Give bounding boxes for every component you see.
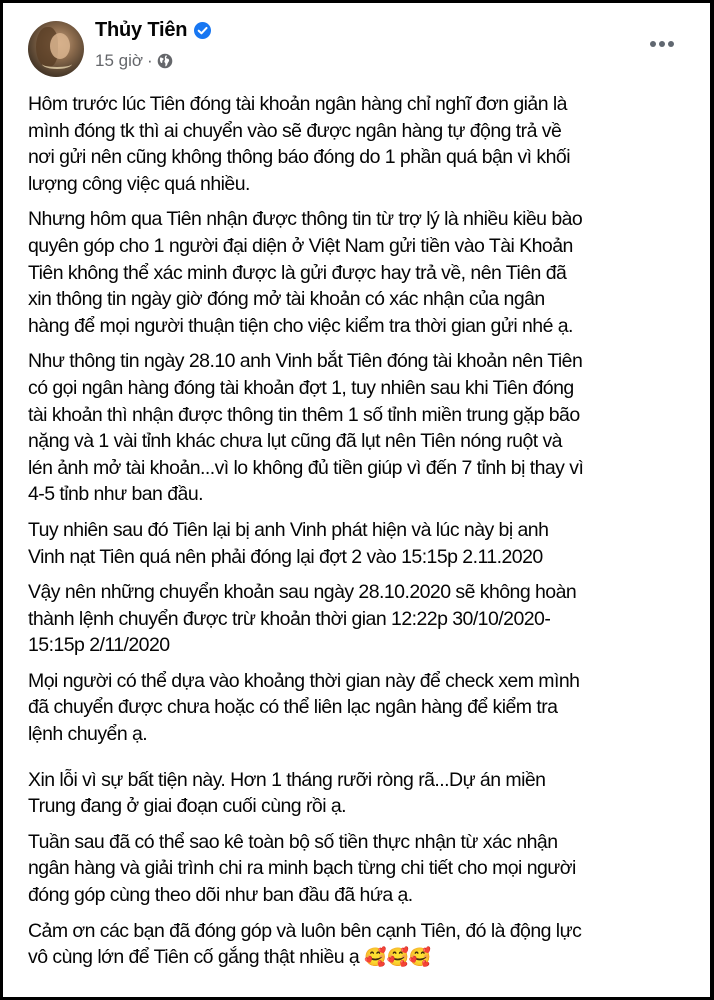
more-options-button[interactable] [650,41,674,47]
avatar-signature [42,59,72,69]
text-line-with-emoji [28,944,688,971]
post-header [3,3,710,88]
post-paragraph-4 [28,517,688,570]
post-body [28,91,688,980]
text-line: có gọi ngân hàng đóng tài khoản đợt 1, tuy nhiên sau khi Tiên đóng [28,376,574,399]
post-paragraph-1 [28,91,688,197]
text-line: Cảm ơn các bạn đã đóng góp và luôn bên cạnh Tiên, đó là động lực [28,919,582,942]
text-line: nặng và 1 vài tỉnh khác chưa lụt cũng đã lụt nên Tiên nóng ruột và [28,430,562,453]
text-line: quyên góp cho 1 người đại diện ở Việt Nam gửi tiền vào Tài Khoản [28,234,573,257]
post-paragraph-5 [28,579,688,659]
avatar-face-shape [50,33,70,59]
text-line: đã chuyển được chưa hoặc có thể liên lạc ngân hàng để kiểm tra [28,696,558,719]
text-line: Hôm trước lúc Tiên đóng tài khoản ngân hàng chỉ nghĩ đơn giản là [28,93,567,115]
post-paragraph-2 [28,206,688,339]
post-paragraph-8 [28,829,688,909]
text-line: hàng để mọi người thuận tiện cho việc kiểm tra thời gian gửi nhé ạ. [28,314,573,337]
text-line: Xin lỗi vì sự bất tiện này. Hơn 1 tháng rưỡi ròng rã...Dự án miền [28,768,546,791]
text-line: tài khoản thì nhận được thông tin thêm 1 số tỉnh miền trung gặp bão [28,403,580,426]
text-line: Như thông tin ngày 28.10 anh Vinh bắt Tiên đóng tài khoản nên Tiên [28,350,583,373]
author-name[interactable]: Thủy Tiên [95,19,188,41]
more-horizontal-icon-dot [650,41,656,47]
smiling-face-with-hearts-icon: 🥰🥰🥰 [364,947,432,968]
more-horizontal-icon-dot [668,41,674,47]
globe-icon[interactable] [157,53,173,69]
more-horizontal-icon-dot [659,41,665,47]
text-line: nơi gửi nên cũng không thông báo đóng do 1 phần quá bận vì khối [28,146,570,169]
text-line: đóng góp cùng theo dõi như ban đầu đã hứa ạ. [28,884,413,907]
post-paragraph-9 [28,918,688,971]
text-line: lén ảnh mở tài khoản...vì lo không đủ tiền giúp vì đến 7 tỉnh bị thay vì [28,456,584,479]
text-line: Vinh nạt Tiên quá nên phải đóng lại đợt 2 vào 15:15p 2.11.2020 [28,545,543,568]
text-line: Mọi người có thể dựa vào khoảng thời gian này để check xem mình [28,669,580,692]
post-paragraph-3 [28,348,688,508]
text-line: mình đóng tk thì ai chuyển vào sẽ được ngân hàng tự động trả về [28,119,562,142]
text-line: Tuy nhiên sau đó Tiên lại bị anh Vinh phát hiện và lúc này bị anh [28,518,549,541]
verified-badge-icon [194,22,211,39]
text-line: vô cùng lớn để Tiên cố gắng thật nhiều ạ [28,946,360,969]
text-line: Vậy nên những chuyển khoản sau ngày 28.10.2020 sẽ không hoàn [28,581,577,604]
post-card [3,3,710,997]
post-meta [95,51,173,71]
post-paragraph-6 [28,668,688,748]
author-avatar[interactable] [28,21,84,77]
author-name-row [95,19,211,42]
text-line: 4-5 tỉnb như ban đầu. [28,483,203,506]
text-line: Nhưng hôm qua Tiên nhận được thông tin từ trợ lý là nhiều kiều bào [28,208,583,231]
text-line: Tuần sau đã có thể sao kê toàn bộ số tiền thực nhận từ xác nhận [28,830,558,853]
text-line: lượng công việc quá nhiều. [28,172,250,195]
text-line: thành lệnh chuyển được trừ khoản thời gian 12:22p 30/10/2020- [28,607,551,630]
text-line: Trung đang ở giai đoạn cuối cùng rồi ạ. [28,795,347,818]
text-line: 15:15p 2/11/2020 [28,634,170,657]
text-line: lệnh chuyển ạ. [28,723,148,746]
text-line: Tiên không thể xác minh được là gửi được hay trả về, nên Tiên đã [28,261,567,284]
post-paragraph-7 [28,767,688,820]
meta-separator: · [147,51,153,70]
post-timestamp[interactable]: 15 giờ [95,51,144,70]
text-line: ngân hàng và giải trình chi ra minh bạch từng chi tiết cho mọi người [28,857,576,880]
text-line: xin thông tin ngày giờ đóng mở tài khoản có xác nhận của ngân [28,288,545,311]
